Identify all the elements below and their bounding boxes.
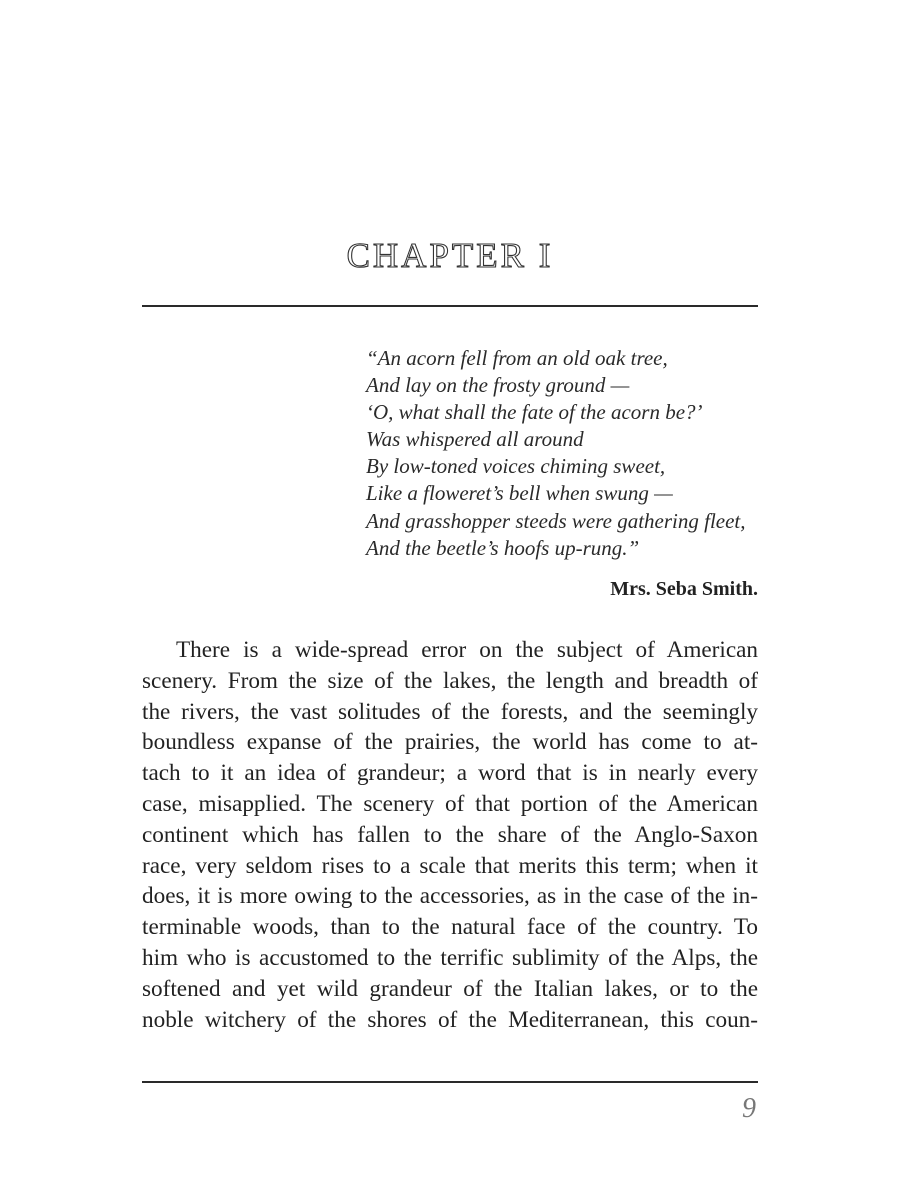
epigraph-line: ‘O, what shall the fate of the acorn be?’: [366, 400, 703, 425]
body-line: boundless expanse of the prairies, the world has come to at-: [142, 729, 758, 756]
body-line: softened and yet wild grandeur of the Italian lakes, or to the: [142, 975, 758, 1002]
epigraph-line: And the beetle’s hoofs up-rung.”: [366, 535, 640, 560]
epigraph-line: And grasshopper steeds were gathering fleet,: [366, 508, 746, 533]
body-line: terminable woods, than to the natural face of the country. To: [142, 914, 758, 941]
epigraph-line: By low-toned voices chiming sweet,: [366, 454, 666, 479]
top-divider: [142, 305, 758, 307]
chapter-title: CHAPTER I: [346, 236, 554, 275]
epigraph-line: Was whispered all around: [366, 427, 584, 452]
body-line: case, misapplied. The scenery of that portion of the American: [142, 790, 758, 817]
body-line: him who is accustomed to the terrific sublimity of the Alps, the: [142, 944, 758, 971]
body-line: continent which has fallen to the share of the Anglo-Saxon: [142, 821, 758, 848]
body-line: race, very seldom rises to a scale that merits this term; when it: [142, 852, 758, 879]
bottom-divider: [142, 1081, 758, 1083]
body-line: There is a wide-spread error on the subject of American: [176, 637, 758, 663]
epigraph-attribution: Mrs. Seba Smith.: [610, 578, 758, 600]
body-line: noble witchery of the shores of the Mediterranean, this coun-: [142, 1006, 758, 1033]
body-line: the rivers, the vast solitudes of the forests, and the seemingly: [142, 698, 758, 725]
body-line: scenery. From the size of the lakes, the length and breadth of: [142, 667, 758, 694]
page-number: 9: [742, 1093, 756, 1124]
epigraph-poem: [366, 345, 766, 562]
body-line: tach to it an idea of grandeur; a word that is in nearly every: [142, 760, 758, 787]
body-line: does, it is more owing to the accessories, as in the case of the in-: [142, 883, 758, 910]
epigraph-line: “An acorn fell from an old oak tree,: [366, 346, 668, 370]
epigraph-line: And lay on the frosty ground —: [366, 373, 630, 398]
epigraph-line: Like a floweret’s bell when swung —: [366, 481, 673, 506]
body-paragraph: [142, 635, 758, 1035]
